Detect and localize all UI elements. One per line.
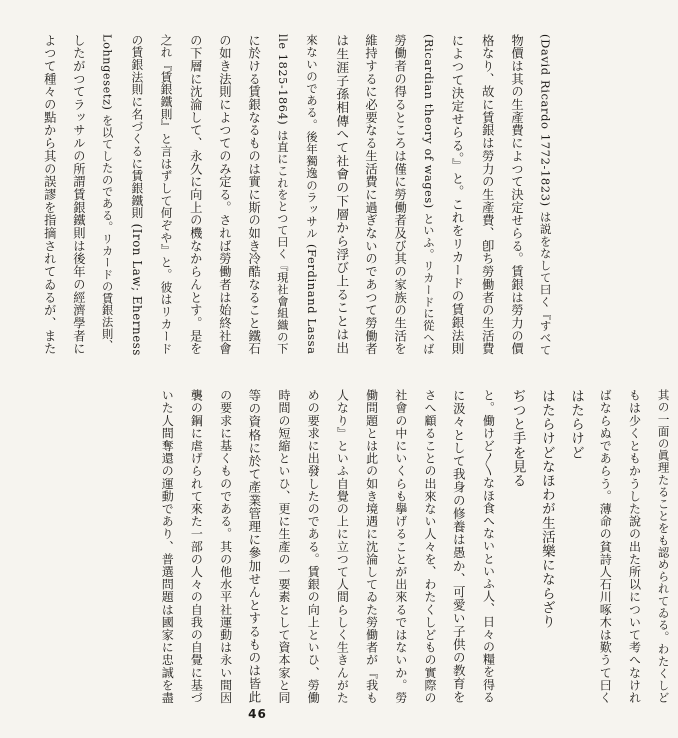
text-line: の如き法則によつてのみ定る。されば勞働者は始終社會 xyxy=(217,34,232,356)
text-line: の賃銀法則に名づくるに賃銀鐵則 (Iron Law; Eherness xyxy=(129,34,144,357)
text-line: 其の一面の眞理たることをも認められてゐる。わたくしど xyxy=(656,389,671,704)
text-line: に於ける賃銀なるものは實に斯の如き冷酷なること鐵石 xyxy=(246,34,261,356)
text-line: 等の資格に於て產業管理に參加せんとするものは皆此 xyxy=(246,389,262,704)
lower-text-block xyxy=(152,389,678,705)
text-line: と。働けど〳〵なほ食へないといふ人、日々の糧を得る xyxy=(481,389,496,704)
text-line: 時間の短縮といひ、更に生產の一要素として資本家と同 xyxy=(277,389,292,704)
text-line: 人なり』といふ自覺の上に立つて人間らしく生きんがた xyxy=(335,389,350,704)
text-line: さへ顧ることの出來ない人々を、わたくしどもの實際の xyxy=(423,389,438,704)
text-line: Lohngesetz) を以てしたのである。リカードの賃銀法則、 xyxy=(100,34,114,352)
text-line: 維持するに必要なる生活費に過ぎないのであつて勞働者 xyxy=(363,34,378,356)
text-line: 格なり、故に賃銀は勞力の生產費、卽ち勞働者の生活費 xyxy=(480,34,495,356)
text-line: lle 1825-1864) は直にこれをとつて曰く『現社會組織の下 xyxy=(275,34,289,355)
text-line: によつて決定せらる。』と。これをリカードの賃銀法則 xyxy=(450,34,466,356)
text-line: したがつてラッサルの所謂賃銀鐵則は後年の經濟學者に xyxy=(71,34,86,356)
text-line: はたらけど xyxy=(568,389,585,460)
text-line: よつて種々の點から其の誤謬を指摘されてゐるが、また xyxy=(42,34,57,356)
text-line: 襲の鋼に虐げられて來た一部の人々の自我の自覺に基づ xyxy=(189,389,204,704)
upper-text-block xyxy=(34,34,560,356)
text-line: は生涯子孫相傳へて社會の下層から浮び上ることは出 xyxy=(333,34,349,355)
text-line: いた人間奪還の運動であり、普選問題は國家に忠誠を盡 xyxy=(160,389,175,704)
text-line: ばならぬであらう。薄命の貧詩人石川啄木は歎うて曰く xyxy=(598,389,613,704)
text-line: 社會の中にいくらも擧げることが出來るではないか。勞 xyxy=(393,389,408,704)
text-line: 物價は其の生產費によつて決定せらる。賃銀は勞力の價 xyxy=(509,34,524,356)
text-line: もは少くともかうした說の出た所以について考へなけれ xyxy=(627,389,642,704)
text-line: 勞働者の得るところは僅に勞働者及び其の家族の生活を xyxy=(392,34,407,356)
page-number: 46 xyxy=(248,707,267,721)
text-line: 來ないのである。後年獨逸のラッサル (Ferdinand Lassa xyxy=(305,34,320,355)
text-line: はたらけどなほわが生活樂にならざり xyxy=(538,389,555,629)
text-line: の要求に基くものである。其の他水平社運動は永い間因 xyxy=(218,389,233,704)
text-line: の下層に沈淪して、永久に向上の機なからんとす。是を xyxy=(188,34,203,356)
text-line: 之れ『賃銀鐵則』と言はずして何ぞや』と。彼はリカード xyxy=(159,34,174,356)
text-line: に汲々として我身の修養は愚か、可愛い子供の教育を xyxy=(451,389,467,704)
text-line: (Ricardian theory of wages) といふ。リカードに從へば xyxy=(421,34,435,356)
text-line: めの要求に出發したのである。賃銀の向上といひ、勞働 xyxy=(306,389,321,704)
text-line: (David Ricardo 1772-1823) は説をなして曰く『すべて xyxy=(538,34,553,357)
text-line: ぢつと手を見る xyxy=(509,389,526,488)
text-line: 働問題とは此の如き境遇に沈淪してゐた勞働者が『我も xyxy=(364,389,379,704)
